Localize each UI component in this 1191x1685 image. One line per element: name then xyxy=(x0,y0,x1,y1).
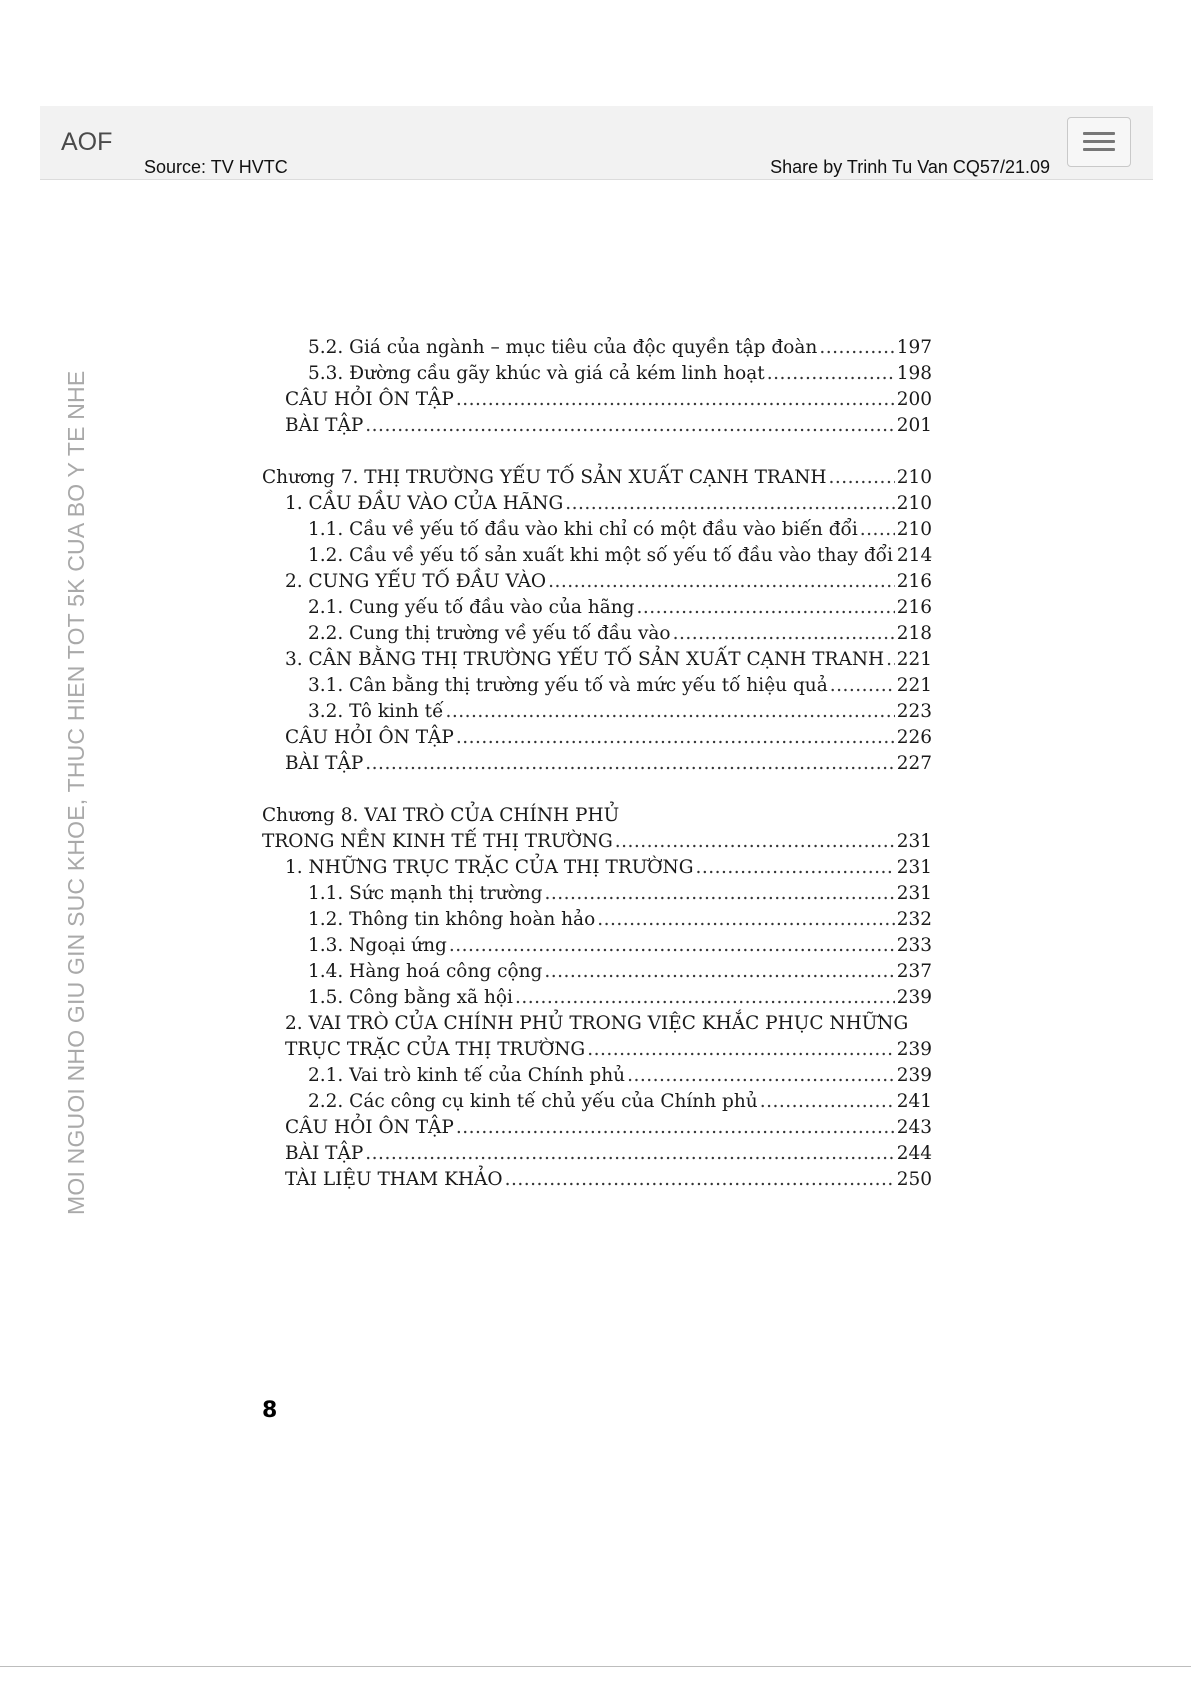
toc-entry-page: 210 xyxy=(896,467,932,488)
vertical-watermark: MOI NGUOI NHO GIU GIN SUC KHOE, THUC HIEN TOT 5K CUA BO Y TE NHE xyxy=(63,370,89,1215)
toc-entry[interactable] xyxy=(262,1167,932,1193)
toc-entry-title: TRỤC TRẶC CỦA THỊ TRƯỜNG xyxy=(285,1039,586,1060)
toc-entry[interactable] xyxy=(262,413,932,439)
toc-entry[interactable] xyxy=(262,1115,932,1141)
toc-entry[interactable] xyxy=(262,829,932,855)
toc-dot-leader xyxy=(456,725,895,751)
toc-entry-title: Chương 7. THỊ TRƯỜNG YẾU TỐ SẢN XUẤT CẠNH TRANH xyxy=(262,467,827,488)
toc-entry-page: 233 xyxy=(896,935,932,956)
toc-dot-leader xyxy=(767,361,895,387)
toc-entry-title: CÂU HỎI ÔN TẬP xyxy=(285,389,454,410)
toc-entry-page: 218 xyxy=(896,623,932,644)
menu-toggle-button[interactable] xyxy=(1067,117,1131,167)
toc-entry-title: 1.1. Cầu về yếu tố đầu vào khi chỉ có một đầu vào biến đổi xyxy=(308,519,858,540)
toc-entry-page: 237 xyxy=(896,961,932,982)
toc-entry-page: 231 xyxy=(896,883,932,904)
toc-dot-leader xyxy=(860,517,895,543)
toc-entry[interactable] xyxy=(262,959,932,985)
toc-entry-page: 197 xyxy=(896,337,932,358)
toc-entry-title: TÀI LIỆU THAM KHẢO xyxy=(285,1169,503,1190)
toc-entry[interactable] xyxy=(262,1037,932,1063)
toc-entry[interactable] xyxy=(262,335,932,361)
toc-entry[interactable] xyxy=(262,803,932,829)
toc-entry-title: 2. CUNG YẾU TỐ ĐẦU VÀO xyxy=(285,571,547,592)
toc-entry-title: 1.2. Cầu về yếu tố sản xuất khi một số yếu tố đầu vào thay đổi xyxy=(308,545,893,566)
toc-entry-page: 226 xyxy=(896,727,932,748)
toc-entry-title: 5.3. Đường cầu gãy khúc và giá cả kém linh hoạt xyxy=(308,363,765,384)
page-divider xyxy=(0,1666,1191,1667)
toc-entry-page: 241 xyxy=(896,1091,932,1112)
toc-entry[interactable] xyxy=(262,985,932,1011)
toc-entry[interactable] xyxy=(262,751,932,777)
toc-entry-title: 1.1. Sức mạnh thị trường xyxy=(308,883,543,904)
toc-entry-title: 2. VAI TRÒ CỦA CHÍNH PHỦ TRONG VIỆC KHẮC PHỤC NHỮNG xyxy=(285,1013,909,1034)
toc-spacer xyxy=(262,777,932,803)
toc-dot-leader xyxy=(587,1037,894,1063)
toc-entry-page: 198 xyxy=(896,363,932,384)
toc-dot-leader xyxy=(830,673,895,699)
toc-dot-leader xyxy=(829,465,895,491)
toc-entry-title: 1. NHỮNG TRỤC TRẶC CỦA THỊ TRƯỜNG xyxy=(285,857,694,878)
toc-dot-leader xyxy=(597,907,894,933)
toc-entry[interactable] xyxy=(262,881,932,907)
toc-dot-leader xyxy=(456,387,895,413)
toc-spacer xyxy=(262,439,932,465)
toc-entry[interactable] xyxy=(262,621,932,647)
toc-dot-leader xyxy=(365,1141,894,1167)
toc-entry[interactable] xyxy=(262,933,932,959)
source-label: Source: TV HVTC xyxy=(144,157,288,177)
toc-entry-title: 1.3. Ngoại ứng xyxy=(308,935,447,956)
toc-entry-page: 200 xyxy=(896,389,932,410)
toc-entry-page: 221 xyxy=(896,675,932,696)
toc-dot-leader xyxy=(886,647,895,673)
toc-entry[interactable] xyxy=(262,855,932,881)
toc-dot-leader xyxy=(696,855,895,881)
toc-entry-title: 1.4. Hàng hoá công cộng xyxy=(308,961,543,982)
toc-entry[interactable] xyxy=(262,907,932,933)
toc-entry-page: 243 xyxy=(896,1117,932,1138)
toc-entry[interactable] xyxy=(262,647,932,673)
toc-entry-page: 210 xyxy=(896,493,932,514)
toc-dot-leader xyxy=(760,1089,895,1115)
toc-entry-title: 1.2. Thông tin không hoàn hảo xyxy=(308,909,596,930)
toc-entry-page: 221 xyxy=(896,649,932,670)
toc-entry[interactable] xyxy=(262,465,932,491)
toc-entry[interactable] xyxy=(262,725,932,751)
toc-entry[interactable] xyxy=(262,1089,932,1115)
toc-dot-leader xyxy=(548,569,895,595)
table-of-contents xyxy=(262,335,932,1193)
toc-entry-page: 239 xyxy=(896,987,932,1008)
toc-entry[interactable] xyxy=(262,1011,932,1037)
toc-entry[interactable] xyxy=(262,595,932,621)
toc-entry-title: 2.1. Vai trò kinh tế của Chính phủ xyxy=(308,1065,626,1086)
toc-entry-page: 210 xyxy=(896,519,932,540)
toc-dot-leader xyxy=(615,829,895,855)
toc-dot-leader xyxy=(456,1115,895,1141)
toc-entry-title: 5.2. Giá của ngành – mục tiêu của độc quyền tập đoàn xyxy=(308,337,818,358)
toc-dot-leader xyxy=(544,959,894,985)
toc-entry-page: 239 xyxy=(896,1039,932,1060)
toc-entry-title: CÂU HỎI ÔN TẬP xyxy=(285,727,454,748)
toc-entry-page: 227 xyxy=(896,753,932,774)
toc-entry-page: 231 xyxy=(896,857,932,878)
toc-entry[interactable] xyxy=(262,387,932,413)
toc-dot-leader xyxy=(505,1167,895,1193)
toc-entry[interactable] xyxy=(262,491,932,517)
toc-entry-page: 231 xyxy=(896,831,932,852)
toc-entry-page: 223 xyxy=(896,701,932,722)
toc-dot-leader xyxy=(365,751,894,777)
toc-dot-leader xyxy=(565,491,894,517)
toc-entry-page: 201 xyxy=(896,415,932,436)
toc-dot-leader xyxy=(365,413,894,439)
toc-entry-title: 1.5. Công bằng xã hội xyxy=(308,987,513,1008)
toc-entry-page: 216 xyxy=(896,571,932,592)
toc-dot-leader xyxy=(819,335,894,361)
toc-entry-title: 2.1. Cung yếu tố đầu vào của hãng xyxy=(308,597,635,618)
toc-entry-title: Chương 8. VAI TRÒ CỦA CHÍNH PHỦ xyxy=(262,805,620,826)
page-number: 8 xyxy=(262,1398,278,1423)
toc-entry-title: BÀI TẬP xyxy=(285,1143,364,1164)
toc-entry-title: 2.2. Cung thị trường về yếu tố đầu vào xyxy=(308,623,671,644)
toc-dot-leader xyxy=(449,933,895,959)
toc-entry-title: BÀI TẬP xyxy=(285,415,364,436)
toc-dot-leader xyxy=(637,595,895,621)
toc-dot-leader xyxy=(627,1063,895,1089)
share-credit: Share by Trinh Tu Van CQ57/21.09 xyxy=(770,157,1050,177)
toc-entry-page: 244 xyxy=(896,1143,932,1164)
toc-entry-title: 3.1. Cân bằng thị trường yếu tố và mức yếu tố hiệu quả xyxy=(308,675,828,696)
toc-entry-title: TRONG NỀN KINH TẾ THỊ TRƯỜNG xyxy=(262,831,613,852)
toc-dot-leader xyxy=(545,881,895,907)
toc-entry[interactable] xyxy=(262,1063,932,1089)
toc-dot-leader xyxy=(673,621,895,647)
toc-entry-page: 214 xyxy=(896,545,933,566)
toc-entry-title: 1. CẦU ĐẦU VÀO CỦA HÃNG xyxy=(285,493,564,514)
toc-entry[interactable] xyxy=(262,569,932,595)
toc-entry[interactable] xyxy=(262,517,932,543)
toc-entry-title: 3.2. Tô kinh tế xyxy=(308,701,444,722)
toc-entry[interactable] xyxy=(262,673,932,699)
toc-entry[interactable] xyxy=(262,699,932,725)
toc-dot-leader xyxy=(515,985,895,1011)
brand-logo[interactable]: AOF xyxy=(61,128,113,156)
toc-entry-title: BÀI TẬP xyxy=(285,753,364,774)
toc-dot-leader xyxy=(445,699,894,725)
toc-entry-page: 239 xyxy=(896,1065,932,1086)
toc-entry-page: 250 xyxy=(896,1169,932,1190)
toc-entry[interactable] xyxy=(262,361,932,387)
toc-entry-title: 3. CÂN BẰNG THỊ TRƯỜNG YẾU TỐ SẢN XUẤT CẠNH TRANH xyxy=(285,649,885,670)
toc-entry-title: CÂU HỎI ÔN TẬP xyxy=(285,1117,454,1138)
toc-entry-page: 232 xyxy=(896,909,932,930)
top-navbar xyxy=(40,106,1153,180)
toc-entry[interactable] xyxy=(262,1141,932,1167)
toc-entry[interactable] xyxy=(262,543,932,569)
toc-entry-page: 216 xyxy=(896,597,932,618)
toc-entry-title: 2.2. Các công cụ kinh tế chủ yếu của Chính phủ xyxy=(308,1091,758,1112)
